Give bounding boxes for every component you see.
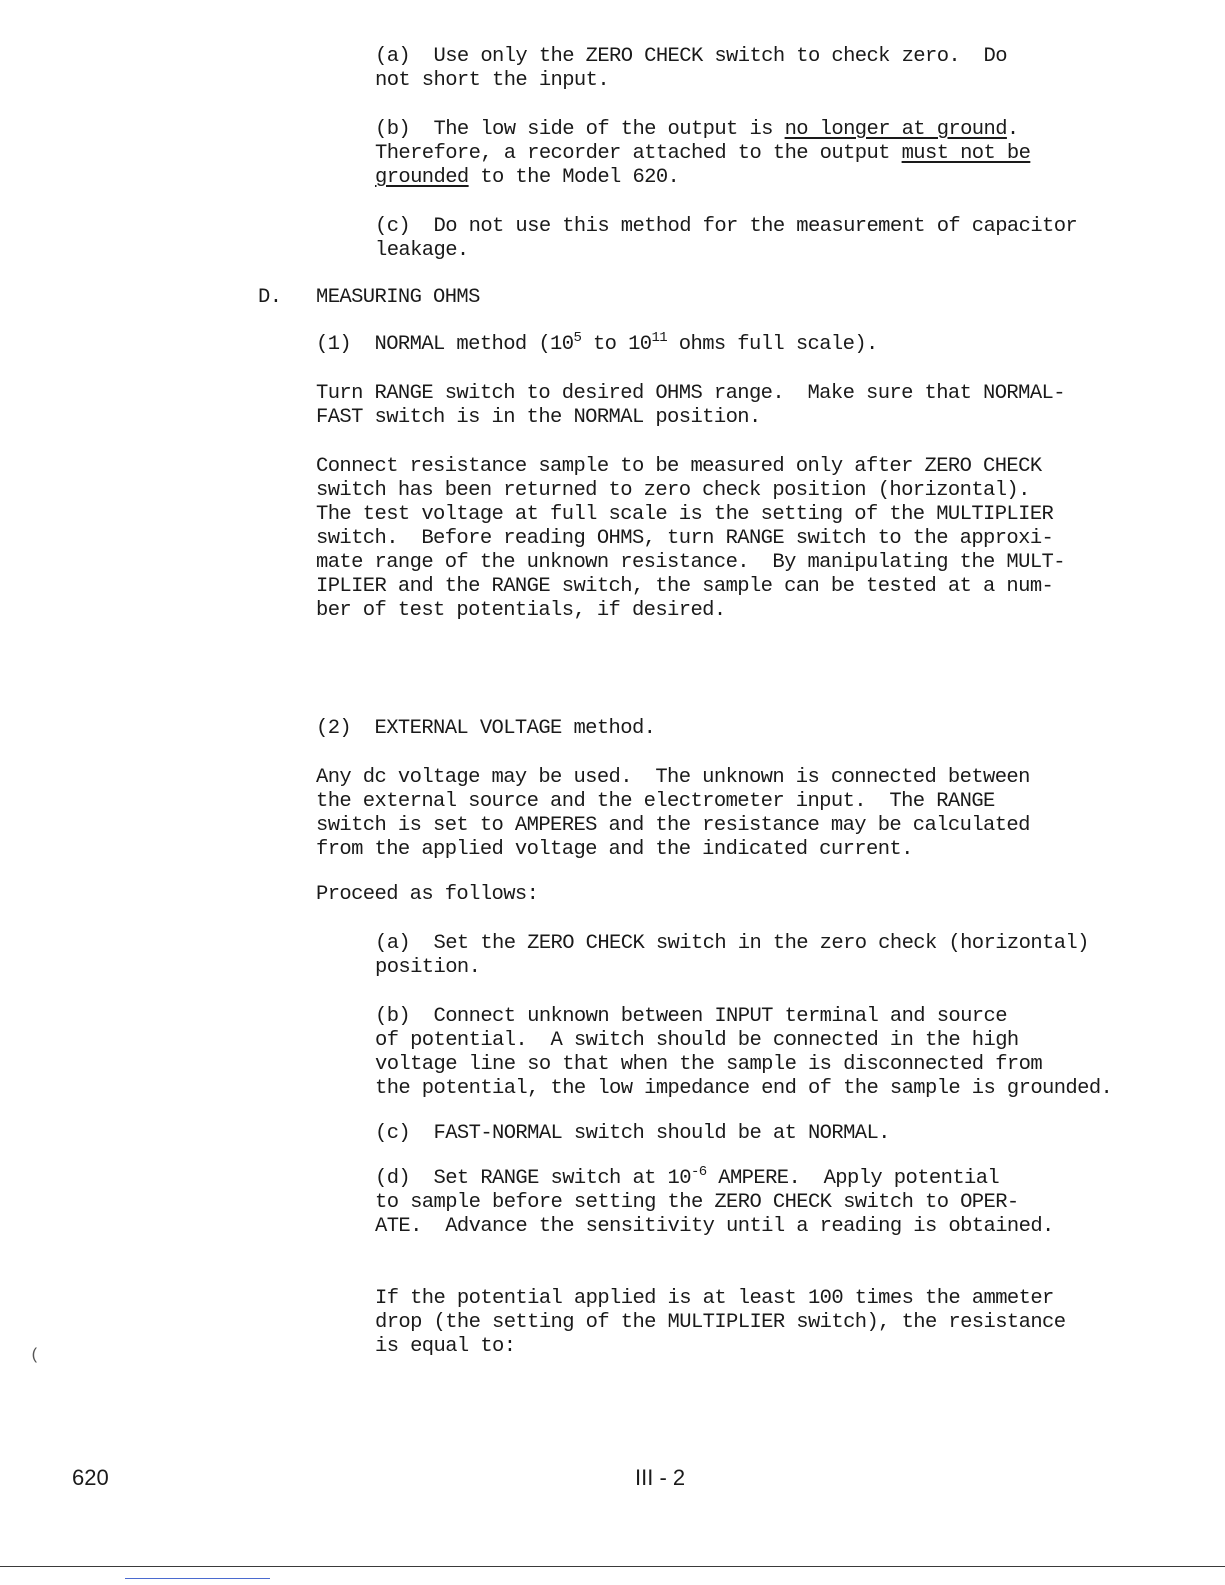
external-p1-line-4: from the applied voltage and the indicated current.	[316, 838, 913, 861]
step-d-line-1-pre: (d) Set RANGE switch at 10	[375, 1167, 691, 1190]
normal-method-heading	[316, 330, 878, 357]
para-b-line-2	[375, 142, 1030, 166]
external-p1-line-3: switch is set to AMPERES and the resistance may be calculated	[316, 814, 1030, 837]
resistance-line-2: drop (the setting of the MULTIPLIER switch), the resistance	[375, 1311, 1066, 1334]
section-letter: D.	[258, 286, 282, 309]
para-b-underlined-ground: no longer at ground	[784, 118, 1007, 141]
normal-p1-line-1: Turn RANGE switch to desired OHMS range. Make sure that NORMAL-	[316, 382, 1065, 405]
resistance-line-3: is equal to:	[375, 1335, 516, 1358]
proceed-text: Proceed as follows:	[316, 883, 539, 906]
para-b-line-1-pre: (b) The low side of the output is	[375, 118, 785, 141]
step-a-line-2: position.	[375, 956, 481, 979]
step-c-line-1: (c) FAST-NORMAL switch should be at NORMAL.	[375, 1122, 890, 1145]
normal-p2-line-3: The test voltage at full scale is the setting of the MULTIPLIER	[316, 503, 1054, 526]
normal-p1-line-2: FAST switch is in the NORMAL position.	[316, 406, 761, 429]
section-title: MEASURING OHMS	[316, 286, 480, 309]
normal-heading-exponent-2: 11	[651, 330, 668, 346]
para-b-underlined-grounded: grounded	[375, 166, 469, 189]
step-b-line-1: (b) Connect unknown between INPUT terminal and source	[375, 1005, 1007, 1028]
step-d-exponent: -6	[690, 1164, 707, 1180]
step-d-line-2: to sample before setting the ZERO CHECK switch to OPER-	[375, 1191, 1019, 1214]
para-b-line-1-post: .	[1006, 118, 1019, 141]
para-c-line-1: (c) Do not use this method for the measurement of capacitor	[375, 215, 1078, 238]
normal-p2-line-2: switch has been returned to zero check position (horizontal).	[316, 479, 1030, 502]
normal-heading-pre: (1) NORMAL method (10	[316, 333, 574, 356]
para-b-line-3	[375, 166, 679, 190]
para-b-line-3-post: to the Model 620.	[468, 166, 680, 189]
normal-heading-exponent-1: 5	[573, 330, 582, 346]
link-underline-artifact	[125, 1578, 270, 1579]
step-d-line-3: ATE. Advance the sensitivity until a reading is obtained.	[375, 1215, 1054, 1238]
normal-p2-line-1: Connect resistance sample to be measured only after ZERO CHECK	[316, 455, 1042, 478]
para-b-line-1	[375, 118, 1019, 142]
normal-heading-post: ohms full scale).	[667, 333, 878, 356]
step-b-line-4: the potential, the low impedance end of the sample is grounded.	[375, 1077, 1113, 1100]
footer-model-number: 620	[72, 1465, 109, 1490]
external-method-heading: (2) EXTERNAL VOLTAGE method.	[316, 717, 656, 740]
para-a-line-1: (a) Use only the ZERO CHECK switch to check zero. Do	[375, 45, 1007, 68]
margin-mark: (	[30, 1346, 40, 1364]
step-d-line-1-post: AMPERE. Apply potential	[706, 1167, 1000, 1190]
para-b-underlined-must-not-be: must not be	[901, 142, 1031, 165]
normal-p2-line-7: ber of test potentials, if desired.	[316, 599, 726, 622]
step-b-line-3: voltage line so that when the sample is disconnected from	[375, 1053, 1043, 1076]
external-p1-line-1: Any dc voltage may be used. The unknown is connected between	[316, 766, 1030, 789]
step-b-line-2: of potential. A switch should be connected in the high	[375, 1029, 1019, 1052]
normal-heading-mid: to 10	[581, 333, 652, 356]
page-bottom-rule	[0, 1566, 1225, 1567]
step-a-line-1: (a) Set the ZERO CHECK switch in the zero check (horizontal)	[375, 932, 1089, 955]
footer-page-number: III - 2	[635, 1465, 686, 1490]
normal-p2-line-4: switch. Before reading OHMS, turn RANGE switch to the approxi-	[316, 527, 1054, 550]
normal-p2-line-6: IPLIER and the RANGE switch, the sample can be tested at a num-	[316, 575, 1054, 598]
step-d-line-1	[375, 1164, 1000, 1191]
para-b-line-2-pre: Therefore, a recorder attached to the output	[375, 142, 902, 165]
external-p1-line-2: the external source and the electrometer input. The RANGE	[316, 790, 995, 813]
para-c-line-2: leakage.	[375, 239, 469, 262]
resistance-line-1: If the potential applied is at least 100 times the ammeter	[375, 1287, 1054, 1310]
para-a-line-2: not short the input.	[375, 69, 610, 92]
normal-p2-line-5: mate range of the unknown resistance. By manipulating the MULT-	[316, 551, 1065, 574]
